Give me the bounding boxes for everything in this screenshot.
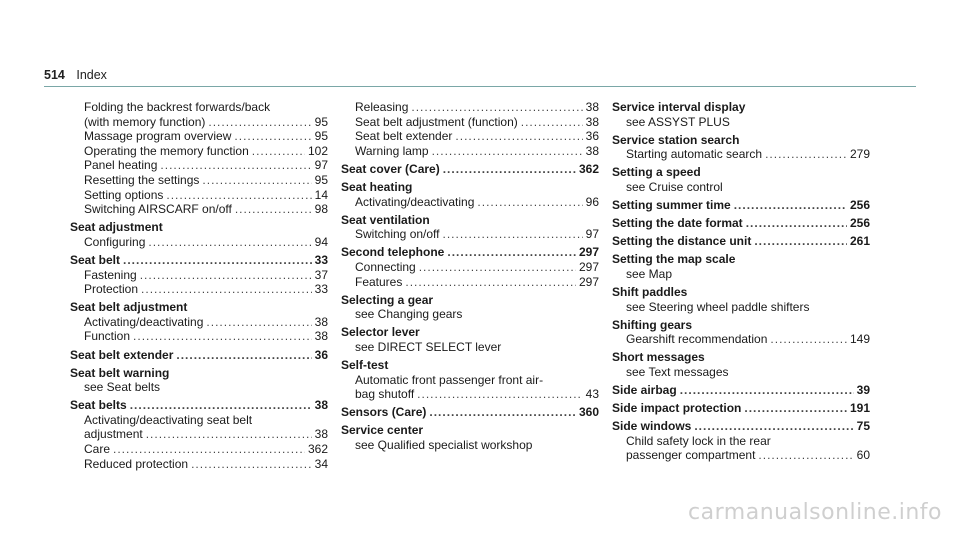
page-header [44,68,107,82]
entry-text: Shifting gears [612,317,693,332]
entry-text: Panel heating [84,158,158,173]
index-entry [70,253,328,297]
entry-text: Seat belts [70,398,127,413]
index-entry [612,383,870,398]
page-reference[interactable]: 98 [314,202,328,217]
dot-leader [123,253,312,268]
index-term [341,162,599,177]
page-reference[interactable]: 38 [314,314,328,329]
index-entry [70,366,328,395]
entry-text: see Changing gears [355,307,463,322]
section-title: Index [76,68,107,82]
index-term [70,300,328,315]
entry-text: Resetting the settings [84,172,200,187]
entry-text: Starting automatic search [626,147,763,162]
entry-text: passenger compartment [626,448,756,463]
index-term [341,358,599,373]
entry-text: bag shutoff [355,387,415,402]
entry-text: Seat belt adjustment (function) [355,114,518,129]
index-subterm [70,144,328,159]
index-term [341,293,599,308]
entry-text: Seat ventilation [341,212,430,227]
page-reference[interactable]: 38 [314,427,328,442]
dot-leader [160,158,311,173]
index-subterm [70,235,328,250]
index-entry [70,220,328,249]
page-reference[interactable]: 362 [307,442,328,457]
entry-text: Gearshift recommendation [626,332,768,347]
index-column-2 [341,100,599,456]
entry-text: see DIRECT SELECT lever [355,339,502,354]
page-reference[interactable]: 97 [585,227,599,242]
dot-leader [744,401,847,416]
dot-leader [417,387,582,402]
dot-leader [765,147,847,162]
index-subterm [341,260,599,275]
page-reference[interactable]: 95 [314,129,328,144]
index-subterm [341,438,599,453]
page-reference[interactable]: 38 [585,114,599,129]
index-subterm [612,115,870,130]
dot-leader [758,448,853,463]
index-entry [341,245,599,289]
index-entry [612,198,870,213]
index-entry [612,318,870,347]
index-subterm [70,188,328,203]
entry-text: Seat heating [341,179,413,194]
dot-leader [234,129,311,144]
entry-text: Selecting a gear [341,292,434,307]
entry-text: Switching AIRSCARF on/off [84,202,232,217]
entry-text: Setting a speed [612,165,701,180]
page-reference[interactable]: 95 [314,172,328,187]
entry-text: Seat belt [70,252,121,267]
entry-text: Sensors (Care) [341,405,427,420]
dot-leader [176,348,311,363]
index-subterm [612,434,870,449]
index-entry [70,100,328,217]
page-reference[interactable]: 297 [578,245,599,260]
index-subterm [70,202,328,217]
index-subterm [341,307,599,322]
dot-leader [141,282,312,297]
index-subterm [341,387,599,402]
page-reference[interactable]: 43 [585,387,599,402]
page-reference[interactable]: 33 [314,282,328,297]
page-reference[interactable]: 38 [314,398,328,413]
index-entry [341,162,599,177]
dot-leader [202,173,311,188]
watermark: carmanualsonline.info [688,500,942,525]
index-term [341,180,599,195]
index-term [341,325,599,340]
index-subterm [341,100,599,115]
index-term [341,405,599,420]
dot-leader [746,216,847,231]
index-term [70,348,328,363]
page-reference[interactable]: 297 [578,274,599,289]
index-term [612,350,870,365]
index-entry [341,405,599,420]
dot-leader [166,188,311,203]
dot-leader [432,144,583,159]
entry-text: see Cruise control [626,179,723,194]
dot-leader [429,405,576,420]
entry-text: Self-test [341,358,389,372]
page-reference[interactable]: 261 [849,234,870,249]
index-subterm [612,448,870,463]
index-entry [612,100,870,129]
entry-text: Releasing [355,100,409,114]
entry-text: Massage program overview [84,129,232,144]
index-term [612,383,870,398]
index-entry [341,325,599,354]
entry-text: Setting summer time [612,198,731,213]
index-entry [612,165,870,194]
index-subterm [70,413,328,428]
entry-text: Service station search [612,132,740,147]
entry-text: Side windows [612,419,692,434]
index-term [612,198,870,213]
index-subterm [612,267,870,282]
index-subterm [70,129,328,144]
entry-text: (with memory function) [84,114,206,129]
entry-text: Seat belt adjustment [70,300,188,315]
entry-text: Activating/deactivating seat belt [84,412,253,427]
dot-leader [680,383,854,398]
page-reference[interactable]: 38 [314,329,328,344]
index-term [341,213,599,228]
index-entry [612,350,870,379]
entry-text: see Qualified specialist workshop [355,437,533,452]
index-term [341,423,599,438]
index-entry [341,213,599,242]
index-subterm [70,457,328,472]
dot-leader [754,234,847,249]
dot-leader [146,427,312,442]
entry-text: Side airbag [612,383,677,398]
dot-leader [521,115,583,130]
entry-text: Seat cover (Care) [341,161,440,176]
header-divider [44,86,916,87]
entry-text: adjustment [84,427,143,442]
page-reference[interactable]: 256 [849,216,870,231]
index-subterm [341,227,599,242]
entry-text: see Steering wheel paddle shifters [626,299,810,314]
index-entry [341,100,599,158]
entry-text: see Text messages [626,365,729,379]
index-subterm [341,195,599,210]
entry-text: Activating/deactivating [355,194,475,209]
index-term [70,366,328,381]
index-subterm [612,332,870,347]
entry-text: Warning lamp [355,143,429,158]
index-term [612,100,870,115]
dot-leader [148,235,311,250]
page-reference[interactable]: 94 [314,234,328,249]
entry-text: Seat belt warning [70,365,170,380]
index-subterm [70,173,328,188]
entry-text: Protection [84,282,139,297]
index-subterm [341,340,599,355]
index-entry [612,216,870,231]
entry-text: Side impact protection [612,401,742,416]
page-reference[interactable]: 279 [849,147,870,162]
index-term [612,133,870,148]
page-reference[interactable]: 149 [849,332,870,347]
dot-leader [734,198,847,213]
index-entry [612,234,870,249]
entry-text: Selector lever [341,325,420,340]
dot-leader [419,260,576,275]
index-subterm [341,144,599,159]
index-subterm [70,100,328,115]
entry-text: Operating the memory function [84,143,249,158]
page-reference[interactable]: 362 [578,161,599,176]
dot-leader [455,129,582,144]
index-column-3 [612,100,870,467]
index-subterm [612,300,870,315]
page-reference[interactable]: 95 [314,114,328,129]
dot-leader [694,419,853,434]
dot-leader [252,144,305,159]
index-entry [341,423,599,452]
page-reference[interactable]: 191 [849,401,870,416]
index-entry [341,180,599,209]
entry-text: Fastening [84,267,137,282]
index-entry [70,300,328,344]
page-reference[interactable]: 36 [585,129,599,144]
index-subterm [341,373,599,388]
entry-text: Second telephone [341,245,445,260]
dot-leader [235,202,312,217]
page-reference[interactable]: 34 [314,456,328,471]
entry-text: Service interval display [612,100,746,114]
index-term [70,220,328,235]
dot-leader [206,315,311,330]
entry-text: Function [84,329,131,344]
index-entry [612,252,870,281]
page-number: 514 [44,68,65,82]
entry-text: Short messages [612,350,705,365]
dot-leader [191,457,312,472]
dot-leader [443,162,576,177]
page-reference[interactable]: 96 [585,194,599,209]
index-entry [70,348,328,363]
dot-leader [208,115,311,130]
entry-text: Switching on/off [355,227,440,242]
page-reference[interactable]: 75 [856,419,870,434]
entry-text: see Map [626,266,673,281]
index-subterm [612,365,870,380]
page-reference[interactable]: 97 [314,158,328,173]
index-subterm [70,427,328,442]
entry-text: Configuring [84,234,146,249]
entry-text: see ASSYST PLUS [626,114,730,129]
index-subterm [612,147,870,162]
dot-leader [443,227,583,242]
page-reference[interactable]: 39 [856,383,870,398]
index-term [612,234,870,249]
page-reference[interactable]: 256 [849,198,870,213]
page-reference[interactable]: 33 [314,252,328,267]
index-entry [612,401,870,416]
entry-text: Shift paddles [612,285,688,300]
index-entry [341,358,599,402]
index-subterm [341,275,599,290]
entry-text: Care [84,442,111,457]
index-term [612,419,870,434]
entry-text: Seat adjustment [70,220,163,235]
index-subterm [70,329,328,344]
entry-text: Features [355,274,403,289]
index-entry [341,293,599,322]
index-subterm [70,315,328,330]
index-term [612,285,870,300]
index-entry [70,398,328,471]
entry-text: Child safety lock in the rear [626,433,771,448]
page-reference[interactable]: 360 [578,405,599,420]
index-term [612,318,870,333]
entry-text: Setting options [84,187,164,202]
entry-text: Setting the map scale [612,252,736,267]
entry-text: Automatic front passenger front air- [355,372,544,387]
entry-text: Seat belt extender [70,347,174,362]
index-term [70,253,328,268]
entry-text: Setting the date format [612,216,743,231]
index-subterm [70,282,328,297]
page-reference[interactable]: 14 [314,187,328,202]
index-term [612,252,870,267]
index-subterm [70,268,328,283]
page-reference[interactable]: 37 [314,267,328,282]
index-entry [612,133,870,162]
dot-leader [770,332,847,347]
entry-text: Setting the distance unit [612,234,752,249]
page-reference[interactable]: 297 [578,259,599,274]
page-reference[interactable]: 38 [585,143,599,158]
page-reference[interactable]: 38 [585,100,599,114]
index-column-1 [70,100,328,475]
entry-text: Folding the backrest forwards/back [84,100,271,114]
index-subterm [70,115,328,130]
entry-text: Service center [341,423,424,438]
index-subterm [70,380,328,395]
index-subterm [341,129,599,144]
dot-leader [447,245,576,260]
index-term [341,245,599,260]
index-term [612,165,870,180]
dot-leader [411,100,582,115]
entry-text: Seat belt extender [355,129,453,144]
entry-text: Connecting [355,259,416,274]
dot-leader [133,329,312,344]
page-reference[interactable]: 102 [307,143,328,158]
entry-text: Activating/deactivating [84,314,204,329]
page-reference[interactable]: 60 [856,448,870,463]
index-entry [612,285,870,314]
dot-leader [113,442,305,457]
entry-text: Reduced protection [84,456,189,471]
index-term [612,216,870,231]
index-term [70,398,328,413]
index-subterm [70,158,328,173]
index-subterm [70,442,328,457]
index-subterm [612,180,870,195]
page-reference[interactable]: 36 [314,347,328,362]
dot-leader [405,275,576,290]
index-term [612,401,870,416]
index-entry [612,419,870,463]
index-subterm [341,115,599,130]
dot-leader [140,268,312,283]
entry-text: see Seat belts [84,380,161,395]
dot-leader [130,398,312,413]
dot-leader [477,195,582,210]
